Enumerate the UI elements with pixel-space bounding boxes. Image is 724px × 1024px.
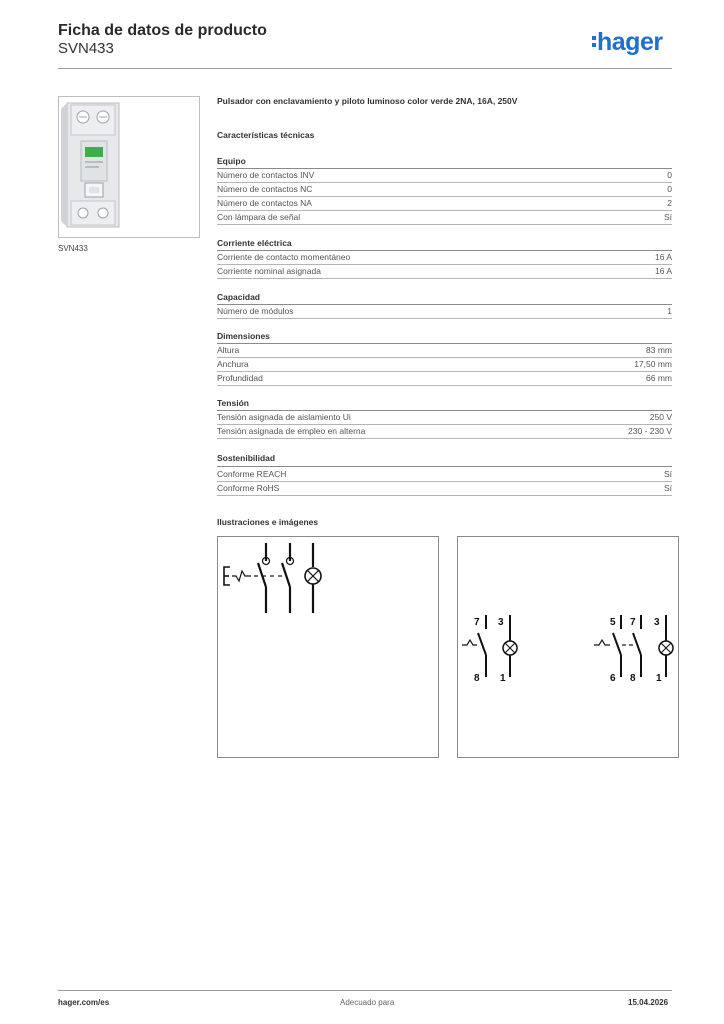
- row-value: 1: [667, 306, 672, 316]
- section-divider: [217, 466, 672, 467]
- row-label: Tensión asignada de aislamiento Ui: [217, 412, 351, 422]
- row-label: Número de contactos NA: [217, 198, 312, 208]
- row-label: Profundidad: [217, 373, 263, 383]
- section-title: Capacidad: [217, 292, 260, 302]
- row-label: Número de contactos INV: [217, 170, 315, 180]
- tech-characteristics-title: Características técnicas: [217, 130, 315, 140]
- footer-divider: [58, 990, 672, 991]
- row-value: Sí: [663, 483, 672, 493]
- row-label: Conforme REACH: [217, 469, 287, 479]
- terminal-label: 1: [500, 673, 506, 684]
- terminal-label: 3: [654, 617, 660, 628]
- push-button-device-icon: [59, 97, 199, 237]
- terminal-label: 3: [498, 617, 504, 628]
- row-label: Tensión asignada de empleo en alterna: [217, 426, 366, 436]
- terminal-label: 6: [610, 673, 616, 684]
- symbol-diagram: [217, 536, 439, 758]
- row-value: 2: [667, 198, 672, 208]
- row-label: Anchura: [217, 359, 249, 369]
- row-value: 0: [667, 184, 672, 194]
- row-value: 0: [667, 170, 672, 180]
- logo-text: hager: [597, 28, 663, 56]
- terminal-label: 7: [474, 617, 480, 628]
- row-label: Altura: [217, 345, 240, 355]
- wiring-diagram: [457, 536, 679, 758]
- table-row: [217, 344, 672, 358]
- row-value: 66 mm: [646, 373, 672, 383]
- row-label: Número de contactos NC: [217, 184, 313, 194]
- row-value: 16 A: [654, 252, 672, 262]
- row-label: Con lámpara de señal: [217, 212, 301, 222]
- table-row: [217, 251, 672, 265]
- terminal-label: 5: [610, 617, 616, 628]
- logo-dots-icon: [592, 34, 596, 48]
- row-value: 17,50 mm: [634, 359, 672, 369]
- row-value: Sí: [663, 469, 672, 479]
- table-row: [217, 265, 672, 279]
- table-row: [217, 197, 672, 211]
- product-code: SVN433: [58, 40, 114, 57]
- switch-symbol-icon: [218, 537, 438, 757]
- illustrations-title: Ilustraciones e imágenes: [217, 517, 319, 527]
- table-row: [217, 372, 672, 386]
- row-value: Sí: [663, 212, 672, 222]
- header-divider: [58, 68, 672, 69]
- footer-suitable-for: Adecuado para: [340, 998, 395, 1007]
- table-row: [217, 183, 672, 197]
- table-row: [217, 425, 672, 439]
- table-row: [217, 305, 672, 319]
- terminal-label: 1: [656, 673, 662, 684]
- table-row: [217, 411, 672, 425]
- footer-website-link[interactable]: hager.com/es: [58, 998, 110, 1007]
- section-title: Dimensiones: [217, 331, 270, 341]
- footer-date: 15.04.2026: [628, 998, 669, 1007]
- terminal-label: 8: [630, 673, 636, 684]
- row-value: 230 - 230 V: [628, 426, 672, 436]
- table-row: [217, 482, 672, 496]
- table-row: [217, 358, 672, 372]
- row-value: 83 mm: [646, 345, 672, 355]
- image-caption: SVN433: [58, 244, 88, 253]
- section-title: Sostenibilidad: [217, 453, 276, 463]
- row-label: Corriente de contacto momentáneo: [217, 252, 351, 262]
- row-value: 16 A: [654, 266, 672, 276]
- row-value: 250 V: [649, 412, 672, 422]
- section-title: Tensión: [217, 398, 249, 408]
- row-label: Conforme RoHS: [217, 483, 280, 493]
- row-label: Corriente nominal asignada: [217, 266, 321, 276]
- table-row: [217, 211, 672, 225]
- table-row: [217, 169, 672, 183]
- product-image: [58, 96, 200, 238]
- wiring-diagram-graphic: [458, 537, 678, 757]
- terminal-label: 8: [474, 673, 480, 684]
- section-title: Equipo: [217, 156, 246, 166]
- product-description: Pulsador con enclavamiento y piloto luminoso color verde 2NA, 16A, 250V: [217, 96, 518, 106]
- terminal-label: 7: [630, 617, 636, 628]
- hager-logo: [592, 28, 663, 57]
- page-title: Ficha de datos de producto: [58, 22, 267, 39]
- row-label: Número de módulos: [217, 306, 294, 316]
- section-title: Corriente eléctrica: [217, 238, 292, 248]
- table-row: [217, 468, 672, 482]
